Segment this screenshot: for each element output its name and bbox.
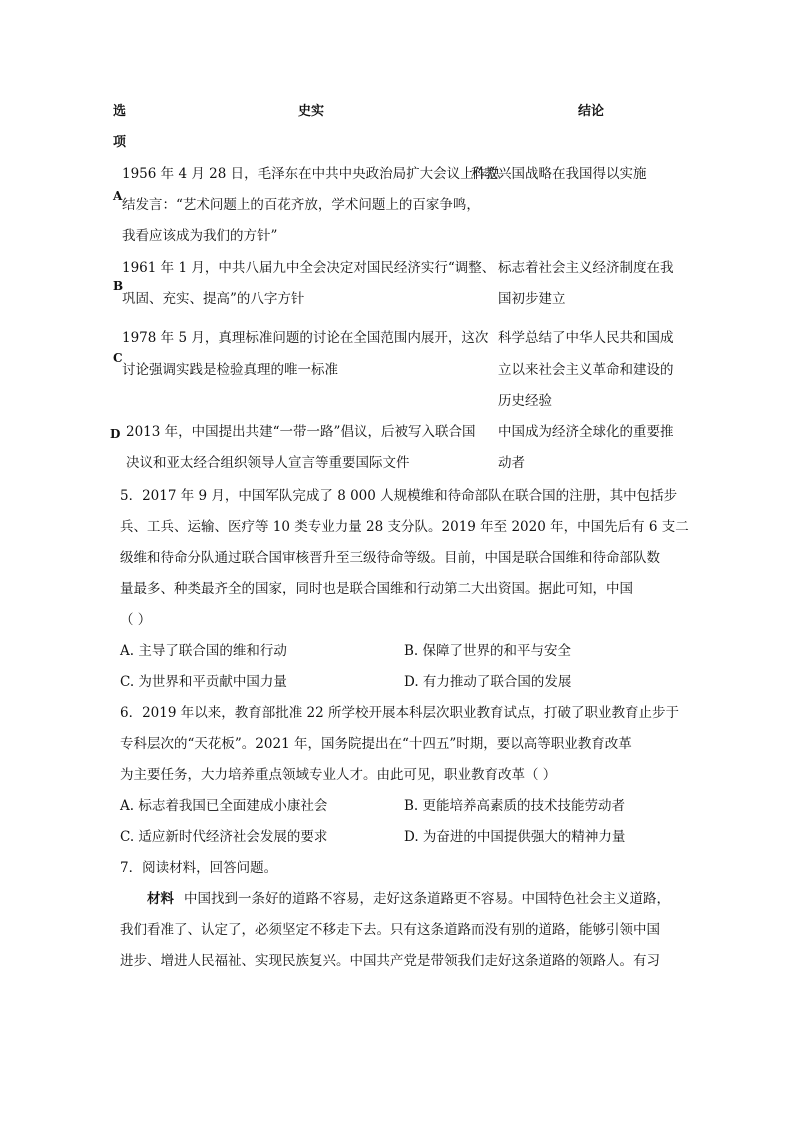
header-fact: 史实 — [298, 104, 325, 119]
q5-option-b: B. 保障了世界的和平与安全 — [404, 643, 572, 659]
q6-line-1: 6．2019 年以来，教育部批准 22 所学校开展本科层次职业教育试点，打破了职业教育止步于 — [120, 705, 679, 721]
q5-option-a: A. 主导了联合国的维和行动 — [120, 643, 287, 659]
row-b-fact-line-1: 1961 年 1 月，中共八届九中全会决定对国民经济实行“调整、 — [122, 260, 496, 276]
row-d-conclusion-line-2: 动者 — [498, 455, 525, 471]
q7-stem: 7．阅读材料，回答问题。 — [120, 860, 278, 876]
q6-line-2: 专科层次的“天花板”。2021 年，国务院提出在“十四五”时期，要以高等职业教育改革 — [120, 736, 632, 752]
q5-option-d: D. 有力推动了联合国的发展 — [404, 674, 572, 690]
row-b-letter: B — [113, 279, 124, 293]
q6-line-3: 为主要任务，大力培养重点领域专业人才。由此可见，职业教育改革（ ） — [120, 767, 557, 783]
row-d-conclusion-line-1: 中国成为经济全球化的重要推 — [498, 424, 674, 440]
row-b-fact-line-2: 巩固、充实、提高”的八字方针 — [122, 291, 305, 307]
row-a-fact-line-2: 结发言：“艺术问题上的百花齐放，学术问题上的百家争鸣， — [122, 197, 480, 213]
row-c-conclusion-line-1: 科学总结了中华人民共和国成 — [498, 330, 674, 346]
row-d-fact-line-1: 2013 年，中国提出共建“一带一路”倡议，后被写入联合国 — [126, 424, 476, 440]
row-a-fact-line-3: 我看应该成为我们的方针” — [122, 228, 278, 244]
row-c-letter: C — [113, 351, 123, 365]
header-option-1: 选 — [113, 104, 127, 119]
q7-material-line-3: 进步、增进人民福祉、实现民族复兴。中国共产党是带领我们走好这条道路的领路人。有习 — [120, 953, 660, 969]
q6-option-d: D. 为奋进的中国提供强大的精神力量 — [404, 829, 626, 845]
q5-line-3: 级维和待命分队通过联合国审核晋升至三级待命等级。目前，中国是联合国维和待命部队数 — [120, 550, 660, 566]
q5-answer-blank: （ ） — [120, 612, 152, 628]
q5-option-c: C. 为世界和平贡献中国力量 — [120, 674, 287, 690]
row-c-fact-line-2: 讨论强调实践是检验真理的唯一标准 — [122, 362, 338, 378]
q6-option-b: B. 更能培养高素质的技术技能劳动者 — [404, 798, 626, 814]
row-c-conclusion-line-3: 历史经验 — [498, 393, 552, 409]
row-d-fact-line-2: 决议和亚太经合组织领导人宣言等重要国际文件 — [126, 455, 410, 471]
row-a-conclusion-line-1: 科教兴国战略在我国得以实施 — [471, 166, 647, 182]
row-d-letter: D — [110, 427, 121, 441]
q7-material-label: 材料 — [147, 891, 174, 907]
row-b-conclusion-line-2: 国初步建立 — [498, 291, 566, 307]
q5-line-2: 兵、工兵、运输、医疗等 10 类专业力量 28 支分队。2019 年至 2020 年，中国先后有 6 支二 — [120, 519, 689, 535]
q5-line-1: 5．2017 年 9 月，中国军队完成了 8 000 人规模维和待命部队在联合国的注册，其中包括步 — [120, 488, 678, 504]
q7-material-line-1: 中国找到一条好的道路不容易，走好这条道路更不容易。中国特色社会主义道路， — [184, 891, 670, 907]
row-a-letter: A — [113, 189, 123, 203]
q6-option-c: C. 适应新时代经济社会发展的要求 — [120, 829, 328, 845]
q6-option-a: A. 标志着我国已全面建成小康社会 — [120, 798, 328, 814]
q5-line-4: 量最多、种类最齐全的国家，同时也是联合国维和行动第二大出资国。据此可知，中国 — [120, 581, 633, 597]
row-c-fact-line-1: 1978 年 5 月，真理标准问题的讨论在全国范围内展开，这次 — [122, 330, 489, 346]
row-b-conclusion-line-1: 标志着社会主义经济制度在我 — [498, 260, 674, 276]
header-option-2: 项 — [113, 135, 127, 150]
row-c-conclusion-line-2: 立以来社会主义革命和建设的 — [498, 362, 674, 378]
header-conclusion: 结论 — [578, 104, 605, 119]
row-a-fact-line-1: 1956 年 4 月 28 日，毛泽东在中共中央政治局扩大会议上作总 — [122, 166, 501, 182]
q7-material-line-2: 我们看准了、认定了，必须坚定不移走下去。只有这条道路而没有别的道路，能够引领中国 — [120, 922, 660, 938]
